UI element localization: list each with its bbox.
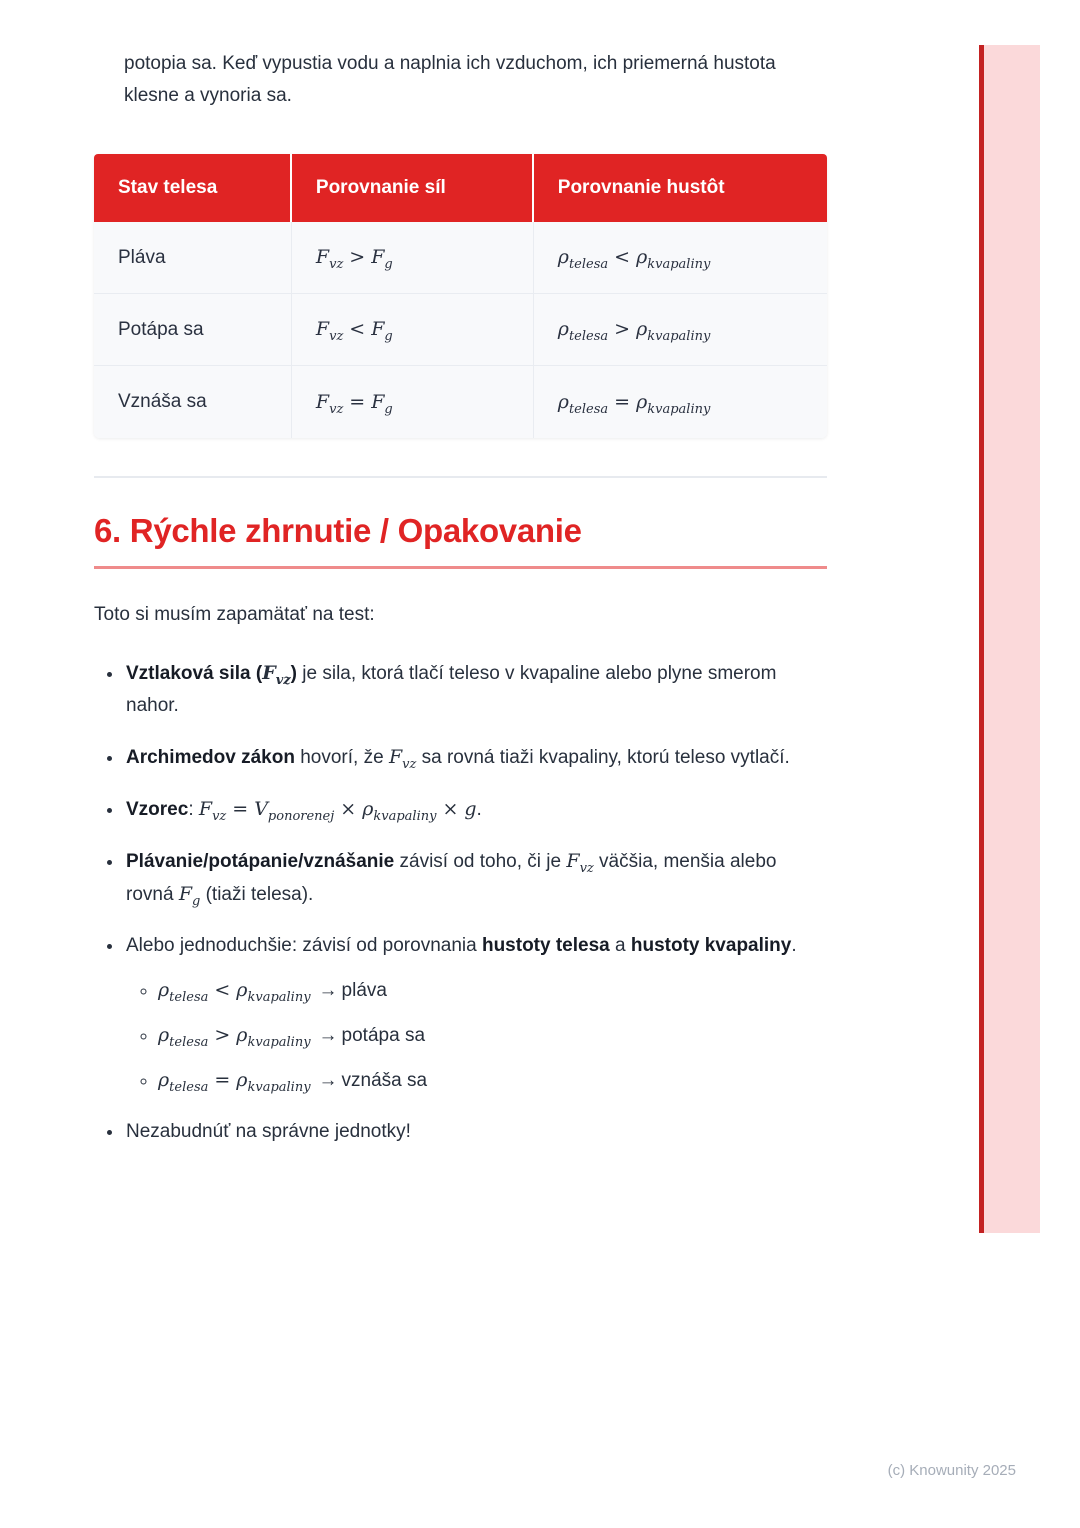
list-item-density-comparison — [124, 930, 827, 1097]
density-liquid-symbol: $\rho_{kvapaliny}$ — [236, 979, 311, 1005]
bullet-text: . — [476, 799, 482, 820]
times-operator: × — [340, 798, 357, 820]
bullet-bold: Archimedov zákon — [126, 747, 295, 768]
sub-result-text: potápa sa — [341, 1025, 426, 1046]
arrow-icon: → — [318, 980, 338, 1001]
bullet-bold: hustoty telesa — [481, 935, 610, 956]
bullet-bold: hustoty kvapaliny — [630, 935, 792, 956]
sub-result-text: pláva — [341, 980, 387, 1001]
list-item-float-sink — [124, 845, 827, 911]
force-buoyancy-symbol: $F_{vz}$ — [315, 246, 344, 272]
state-cell: Pláva — [94, 222, 292, 294]
gravity-symbol: g — [464, 798, 477, 820]
bullet-text: väčšia, menšia alebo rovná — [126, 851, 777, 905]
sub-result-text: vznáša sa — [341, 1070, 428, 1091]
density-liquid-symbol: $\rho_{kvapaliny}$ — [636, 246, 711, 272]
times-operator: × — [442, 798, 459, 820]
state-cell: Potápa sa — [94, 294, 292, 366]
density-sub-list — [126, 974, 827, 1097]
density-operator: < — [214, 979, 231, 1001]
density-liquid-symbol: $\rho_{kvapaliny}$ — [636, 318, 711, 344]
force-buoyancy-symbol: $F_{vz}$ — [315, 390, 344, 417]
bullet-text: . — [791, 935, 797, 956]
intro-paragraph: potopia sa. Keď vypustia vodu a naplnia ich vzduchom, ich priemerná hustota klesne a vynoria sa. — [124, 53, 776, 106]
state-cell: Vznáša sa — [94, 366, 292, 438]
bullet-text: Alebo jednoduchšie: závisí od porovnania — [126, 935, 482, 956]
densities-cell — [534, 366, 827, 438]
density-liquid-symbol: $\rho_{kvapaliny}$ — [236, 1024, 311, 1050]
table-body — [94, 222, 827, 438]
force-buoyancy-symbol: $F_{vz}$ — [388, 746, 417, 772]
page-content — [94, 48, 827, 1167]
forces-cell — [292, 366, 534, 438]
force-gravity-symbol: $F_g$ — [178, 883, 201, 909]
bullet-bold: Vzorec — [126, 799, 189, 820]
page-edge-decoration — [979, 45, 1040, 1233]
density-operator: < — [614, 246, 631, 268]
volume-symbol: $V_{ponorenej}$ — [254, 798, 335, 824]
summary-list — [94, 657, 827, 1148]
sub-list-item — [158, 974, 827, 1007]
force-gravity-symbol: $F_g$ — [371, 390, 393, 417]
density-operator: > — [614, 318, 631, 340]
bullet-text: : — [188, 799, 199, 820]
list-item-formula — [124, 793, 827, 826]
bullet-text: a — [609, 935, 631, 956]
header-cell-state: Stav telesa — [94, 154, 292, 222]
density-operator: > — [214, 1024, 231, 1046]
forces-cell — [292, 294, 534, 366]
bullet-text: hovorí, že — [294, 747, 389, 768]
density-liquid-symbol: $\rho_{kvapaliny}$ — [362, 798, 437, 824]
equals-operator: = — [232, 798, 249, 820]
density-operator: = — [614, 390, 631, 413]
summary-intro: Toto si musím zapamätať na test: — [94, 604, 375, 625]
table-header-row — [94, 154, 827, 222]
sub-list-item — [158, 1019, 827, 1052]
table-row — [94, 294, 827, 366]
bullet-text: je sila, ktorá tlačí teleso v kvapaline alebo plyne smerom nahor. — [126, 663, 777, 716]
force-buoyancy-symbol: $F_{vz}$ — [262, 662, 291, 688]
force-operator: < — [349, 318, 366, 340]
header-cell-densities: Porovnanie hustôt — [534, 154, 827, 222]
forces-cell — [292, 222, 534, 294]
list-item-archimedes — [124, 741, 827, 774]
list-item-buoyant-force — [124, 657, 827, 722]
header-cell-forces: Porovnanie síl — [292, 154, 534, 222]
comparison-table — [94, 154, 827, 438]
bullet-bold: ) — [290, 663, 297, 684]
table-row — [94, 222, 827, 294]
force-buoyancy-symbol: $F_{vz}$ — [315, 318, 344, 344]
arrow-icon: → — [318, 1025, 338, 1046]
bullet-bold: Plávanie/potápanie/vznášanie — [126, 851, 395, 872]
heading-underline — [94, 566, 827, 569]
density-body-symbol: $\rho_{telesa}$ — [557, 390, 609, 417]
force-buoyancy-symbol: $F_{vz}$ — [198, 798, 227, 824]
density-operator: = — [214, 1069, 231, 1091]
bullet-text: (tiaži telesa). — [200, 884, 314, 905]
densities-cell — [534, 222, 827, 294]
force-buoyancy-symbol: $F_{vz}$ — [566, 850, 594, 876]
footer-copyright: (c) Knowunity 2025 — [887, 1462, 1016, 1479]
bullet-text: závisí od toho, či je — [394, 851, 567, 872]
bullet-bold: Vztlaková sila ( — [126, 663, 263, 684]
density-body-symbol: $\rho_{telesa}$ — [158, 1069, 209, 1095]
density-liquid-symbol: $\rho_{kvapaliny}$ — [636, 390, 711, 417]
density-body-symbol: $\rho_{telesa}$ — [557, 318, 609, 344]
bullet-text: sa rovná tiaži kvapaliny, ktorú teleso vytlačí. — [416, 747, 790, 768]
force-operator: = — [349, 390, 366, 413]
section-heading: 6. Rýchle zhrnutie / Opakovanie — [94, 512, 582, 549]
densities-cell — [534, 294, 827, 366]
density-body-symbol: $\rho_{telesa}$ — [557, 246, 609, 272]
density-body-symbol: $\rho_{telesa}$ — [158, 1024, 209, 1050]
table-row — [94, 366, 827, 438]
density-body-symbol: $\rho_{telesa}$ — [158, 979, 209, 1005]
force-gravity-symbol: $F_g$ — [371, 318, 393, 344]
density-liquid-symbol: $\rho_{kvapaliny}$ — [236, 1069, 311, 1095]
force-operator: > — [349, 246, 366, 268]
section-divider — [94, 476, 827, 478]
bullet-text: Nezabudnúť na správne jednotky! — [126, 1121, 411, 1142]
sub-list-item — [158, 1064, 827, 1097]
arrow-icon: → — [318, 1070, 338, 1091]
table-header — [94, 154, 827, 222]
list-item-units — [124, 1116, 827, 1148]
force-gravity-symbol: $F_g$ — [371, 246, 393, 272]
